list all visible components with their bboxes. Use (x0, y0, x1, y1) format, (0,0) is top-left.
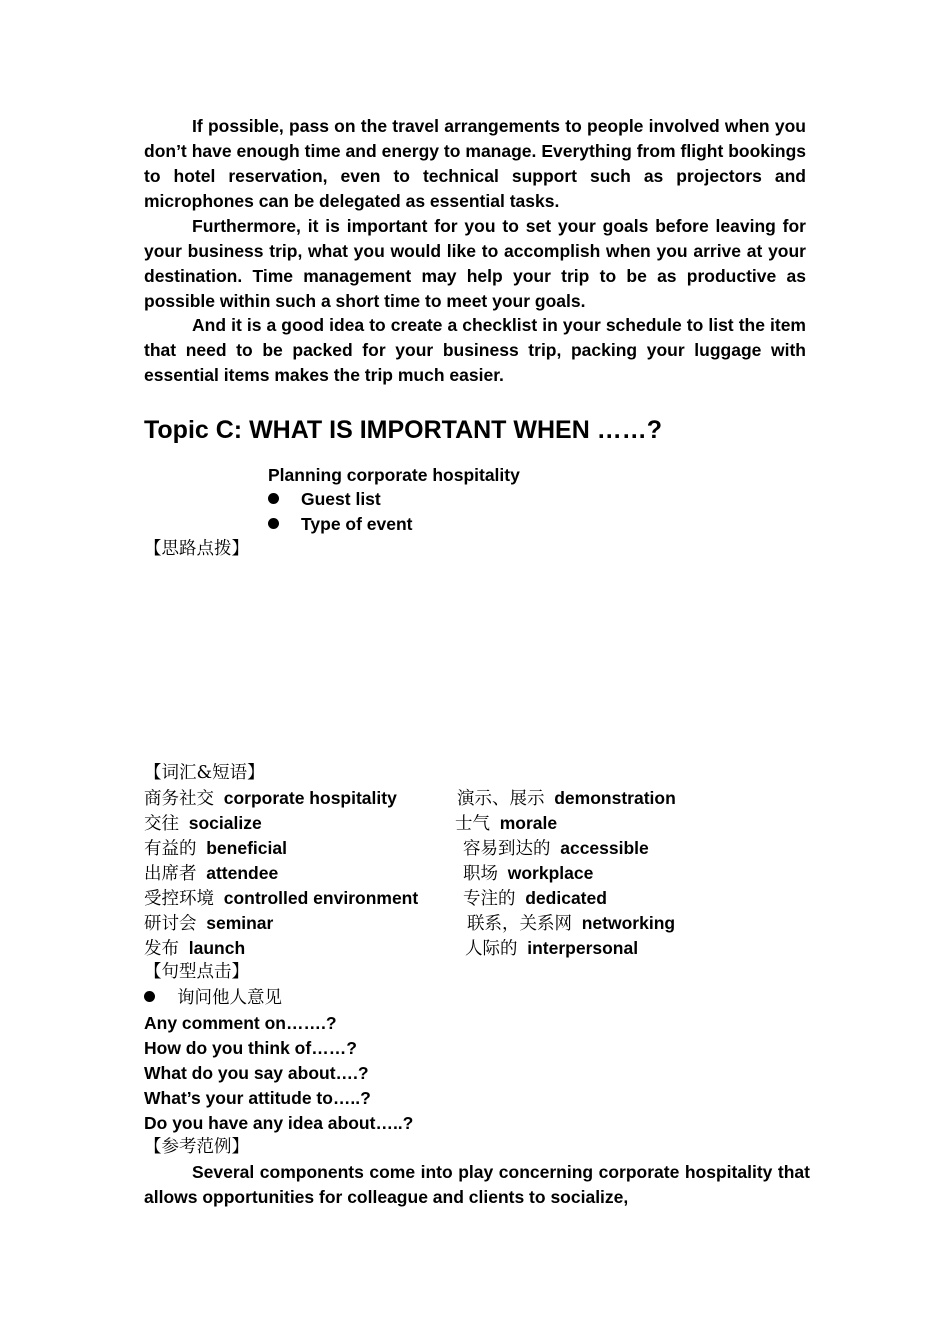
section-sentences: 【句型点击】 (144, 962, 249, 982)
vocab-left-item: 研讨会 seminar (144, 913, 274, 934)
vocab-left-item: 受控环境 controlled environment (144, 888, 419, 909)
vocab-left-item: 出席者 attendee (144, 863, 279, 884)
sentence-pattern: Any comment on…….? (144, 1013, 337, 1033)
vocab-left-item: 发布 launch (144, 938, 246, 959)
example-paragraph: Several components come into play concerning corporate hospitality that allows opportunities for colleague and clients to socialize, (144, 1162, 810, 1207)
topic-bullet-item (268, 487, 381, 511)
section-example: 【参考范例】 (144, 1137, 249, 1157)
vocab-left-item: 商务社交 corporate hospitality (144, 788, 397, 809)
vocab-right-item: 职场 workplace (463, 863, 594, 884)
vocab-right-item: 士气 morale (455, 813, 558, 834)
vocab-right-item: 容易到达的 accessible (463, 838, 649, 859)
bullet-icon (268, 518, 279, 529)
section-thinking: 【思路点拨】 (144, 539, 249, 559)
vocab-right-item: 人际的 interpersonal (465, 938, 639, 959)
topic-bullet-item (268, 512, 413, 536)
bullet-icon (144, 991, 155, 1002)
bullet-text: Type of event (301, 514, 413, 534)
topic-heading: Planning corporate hospitality (268, 465, 520, 485)
vocab-right-item: 专注的 dedicated (463, 888, 607, 909)
sentence-pattern: How do you think of……? (144, 1038, 357, 1058)
vocab-right-item: 联系，关系网 networking (467, 913, 676, 934)
bullet-icon (268, 493, 279, 504)
vocab-right-item: 演示、展示 demonstration (457, 788, 676, 809)
sentence-bullet-text: 询问他人意见 (177, 988, 282, 1008)
sentence-pattern: Do you have any idea about…..? (144, 1113, 414, 1133)
vocab-left-item: 交往 socialize (144, 813, 262, 834)
paragraph-checklist: And it is a good idea to create a checklist in your schedule to list the item that need to be packed for your business trip, packing your luggage with essential items makes the trip much easier. (144, 315, 806, 385)
paragraph-travel-arrangements: If possible, pass on the travel arrangements to people involved when you don’t have enough time and energy to manage. Everything from flight bookings to hotel reservation, even to technical support such as projectors and microphones can be delegated as essential tasks. (144, 116, 806, 211)
bullet-text: Guest list (301, 489, 381, 509)
sentence-bullet (144, 985, 282, 1010)
sentence-pattern: What do you say about….? (144, 1063, 369, 1083)
paragraph-goals: Furthermore, it is important for you to set your goals before leaving for your business trip, what you would like to accomplish when you arrive at your destination. Time management may help your trip to be as productive as possible within such a short time to meet your goals. (144, 216, 806, 311)
section-vocab: 【词汇&短语】 (144, 763, 265, 783)
topic-title: Topic C: WHAT IS IMPORTANT WHEN ……? (144, 416, 662, 444)
sentence-pattern: What’s your attitude to…..? (144, 1088, 371, 1108)
vocab-left-item: 有益的 beneficial (144, 838, 287, 859)
